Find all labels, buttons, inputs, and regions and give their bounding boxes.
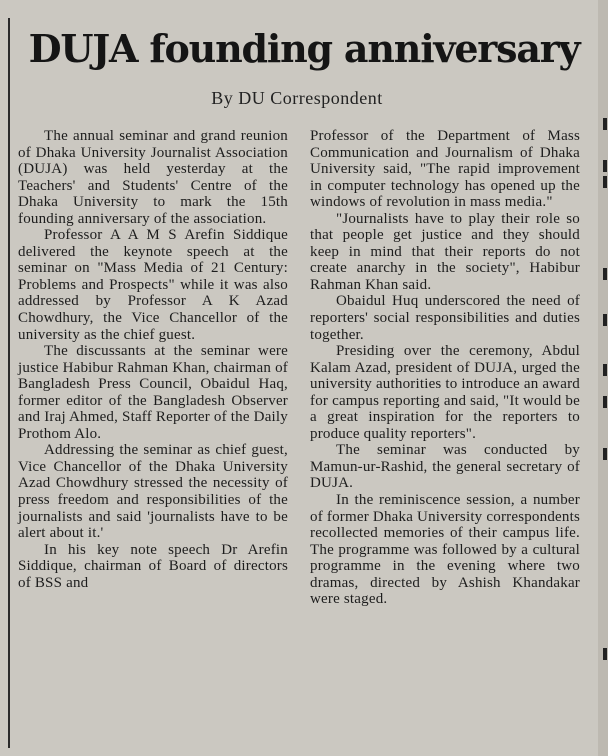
paragraph: In his key note speech Dr Arefin Siddique, chairman of Board of directors of BSS and [18, 541, 288, 591]
adjacent-article-edge [598, 0, 608, 756]
paragraph: "Journalists have to play their role so that people get justice and they should keep in mind that their reports do not create anarchy in the society", Habibur Rahman Khan said. [310, 210, 580, 293]
headline: DUJA founding anniversary [28, 26, 580, 71]
byline: By DU Correspondent [211, 88, 383, 108]
paragraph: Professor A A M S Arefin Siddique delivered the keynote speech at the seminar on "Mass Media of 21 Century: Problems and Prospects" while it was also addressed by Professor A K Azad Chowdhury, the Vice Chancellor of the university as the chief guest. [18, 227, 288, 343]
column-rule-left [8, 18, 10, 748]
paragraph: In the reminiscence session, a number of former Dhaka University correspondents recollected memories of their campus life. The programme was followed by a cultural programme in the evening where two dramas, directed by Ashish Khandakar were staged. [310, 492, 580, 608]
paragraph: The seminar was conducted by Mamun-ur-Rashid, the general secretary of DUJA. [310, 442, 580, 492]
paragraph: Obaidul Huq underscored the need of reporters' social responsibilities and duties together. [310, 293, 580, 343]
paragraph: Addressing the seminar as chief guest, Vice Chancellor of the Dhaka University Azad Chowdhury stressed the necessity of press freedom and responsibilities of the journalists and said 'journalists have to be alert about it.' [18, 442, 288, 542]
paragraph: The discussants at the seminar were justice Habibur Rahman Khan, chairman of Bangladesh Press Council, Obaidul Haq, former editor of the Bangladesh Observer and Iraj Ahmed, Staff Reporter of the Daily Prothom Alo. [18, 343, 288, 442]
paragraph: The annual seminar and grand reunion of Dhaka University Journalist Association (DUJA) was held yesterday at the Teachers' and Students' Centre of the Dhaka University to mark the 15th founding anniversary of the association. [18, 128, 288, 227]
paragraph-continuation: Professor of the Department of Mass Communication and Journalism of Dhaka University said, "The rapid improvement in computer technology has opened up the windows of revolution in mass media." [310, 128, 580, 211]
article-column-right [310, 128, 580, 608]
article-column-left [18, 128, 288, 591]
paragraph: Presiding over the ceremony, Abdul Kalam Azad, president of DUJA, urged the university authorities to introduce an award for campus reporting and said, "It would be a great inspiration for the reporters to produce quality reporters". [310, 343, 580, 442]
